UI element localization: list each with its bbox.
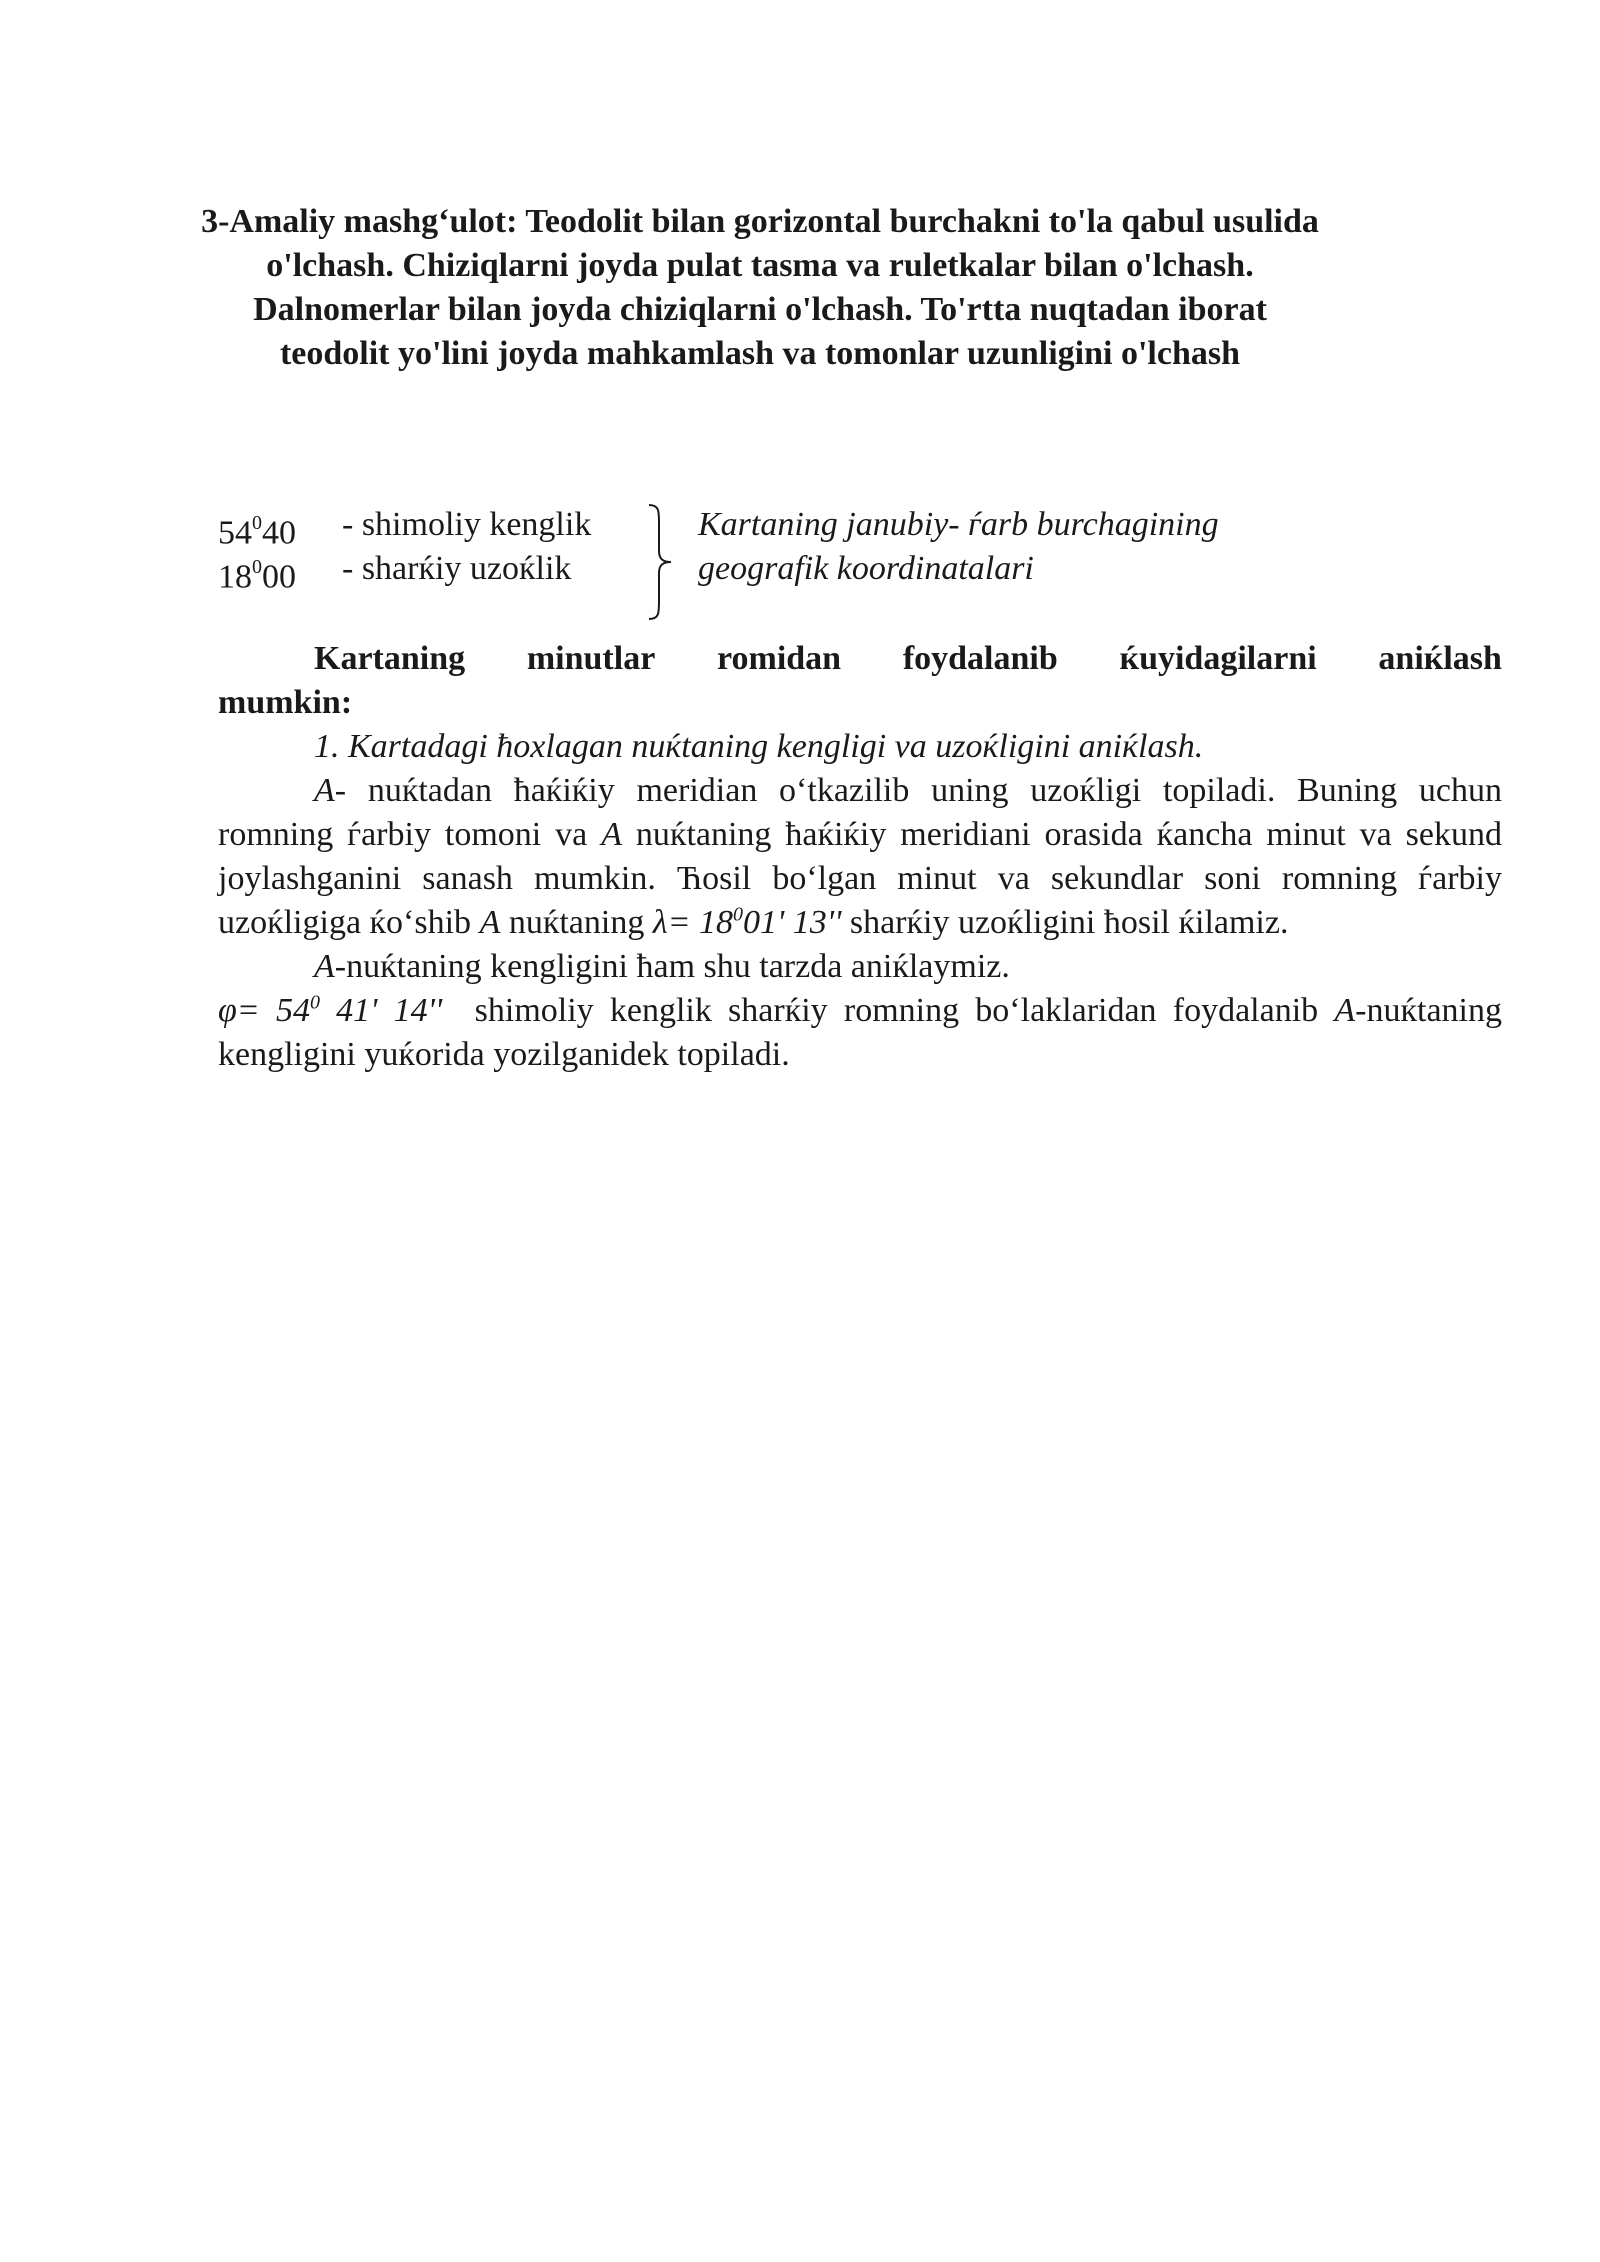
lambda-value: $\lambda= 18^001'$ 13'' <box>652 903 842 941</box>
intro-word: foydalanib <box>902 640 1058 677</box>
intro-word: minutlar <box>526 640 656 677</box>
paragraph-item-1: 1. Kartadagi ћoxlagan nuќtaning kengligi va uzoќligini aniќlash. <box>314 728 1204 765</box>
paragraph-phi: $\varphi= 54^0$ 41' 14'' shimoliy kenglik sharќiy romning bo‘laklaridan foydalanib A-nuќtaning kengligini yuќorida yozilganidek topiladi. <box>218 991 1502 1073</box>
paragraph-longitude-method: A- nuќtadan ћaќiќiy meridian o‘tkazilib uning uzoќligi topiladi. Buning uchun romning ѓarbiy tomoni va A nuќtaning ћaќiќiy meridiani orasida ќancha minut va sekund joylashganini sanash mumkin. Ћosil bo‘lgan minut va sekundlar soni romning ѓarbiy uzoќligiga ќo‘shib A nuќtaning $\lambda= 18^001'$ 13'' sharќiy uzoќligini ћosil ќilamiz. <box>218 772 1502 941</box>
intro-word: aniќlash <box>1378 640 1502 677</box>
phi-value: $\varphi= 54^0$ 41' 14'' <box>218 991 443 1029</box>
coordinates-block <box>218 503 1318 623</box>
coordinates-note-line1: Kartaning janubiy- ѓarb burchagining <box>698 506 1219 543</box>
body-text <box>218 637 1502 1077</box>
longitude-value: $18^000$ <box>218 556 296 596</box>
latitude-value: $54^040$ <box>218 512 296 552</box>
page-title: 3-Amaliy mashg‘ulot: Teodolit bilan gorizontal burchakni to'la qabul usulida o'lchash. Chiziqlarni joyda pulat tasma va ruletkalar bilan o'lchash. Dalnomerlar bilan joyda chiziqlarni o'lchash. To'rtta nuqtadan iborat teodolit yo'lini joyda mahkamlash va tomonlar uzunligini o'lchash <box>201 203 1319 372</box>
right-brace-icon <box>645 503 675 621</box>
latitude-label: - shimoliy kenglik <box>342 506 592 543</box>
paragraph-intro-line1 <box>218 637 1502 681</box>
coordinates-note-line2: geografik koordinatalari <box>698 550 1034 587</box>
intro-word: romidan <box>717 640 842 677</box>
paragraph-intro-line2: mumkin: <box>218 684 353 721</box>
longitude-label: - sharќiy uzoќlik <box>342 550 572 587</box>
intro-word: Kartaning <box>314 640 466 677</box>
paragraph-latitude-method: A-nuќtaning kengligini ћam shu tarzda aniќlaymiz. <box>314 948 1010 985</box>
intro-word: ќuyidagilarni <box>1119 640 1317 677</box>
